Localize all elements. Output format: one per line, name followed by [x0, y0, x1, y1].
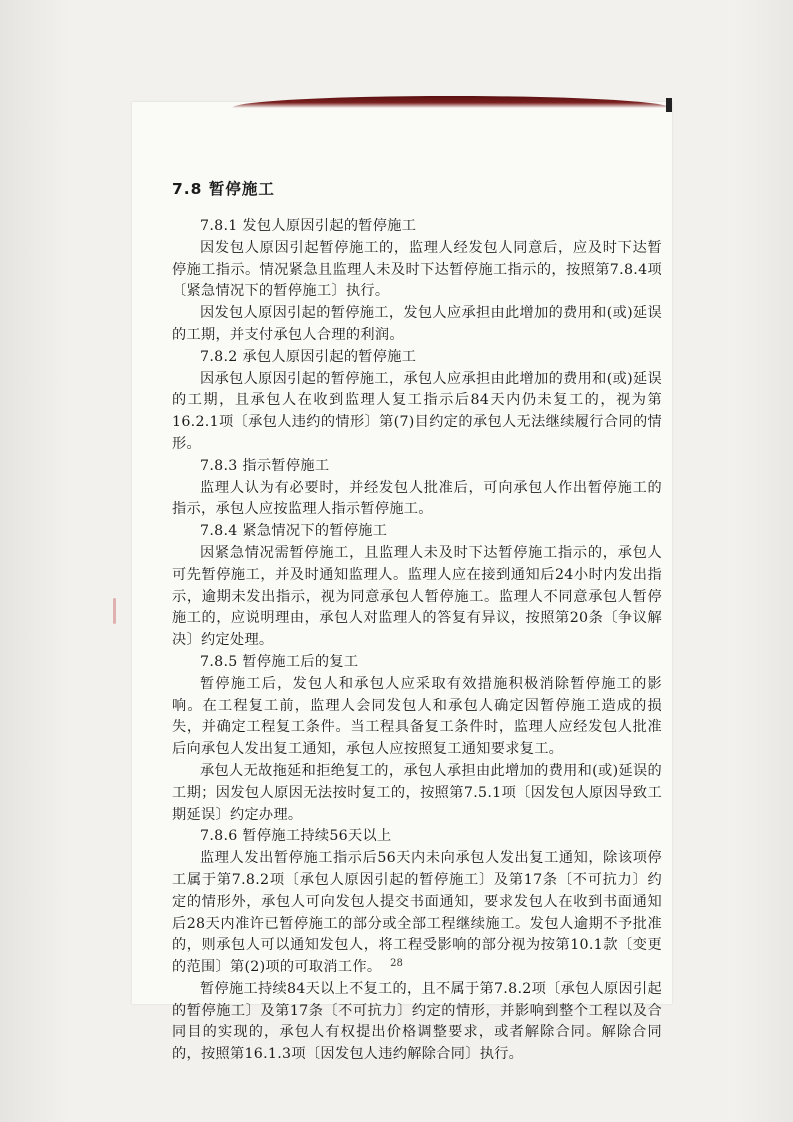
paragraph: 因发包人原因引起暂停施工的，监理人经发包人同意后，应及时下达暂停施工指示。情况紧急且监理人未及时下达暂停施工指示的，按照第7.8.4项〔紧急情况下的暂停施工〕执行。: [172, 239, 662, 300]
corner-mark: [666, 98, 672, 112]
scan-shadow-left: [0, 0, 70, 1122]
paragraph: 监理人认为有必要时，并经发包人批准后，可向承包人作出暂停施工的指示，承包人应按监理人指示暂停施工。: [172, 479, 662, 518]
paragraph: 监理人发出暂停施工指示后56天内未向承包人发出复工通知，除该项停工属于第7.8.2项〔承包人原因引起的暂停施工〕及第17条〔不可抗力〕约定的情形外，承包人可向发包人提交书面通知，要求发包人在收到书面通知后28天内准许已暂停施工的部分或全部工程继续施工。发包人逾期不予批准的，则承包人可以通知发包人，将工程受影响的部分视为按第10.1款〔变更的范围〕第(2)项的可取消工作。: [172, 850, 662, 976]
subsection-heading: 7.8.3 指示暂停施工: [200, 457, 330, 474]
paragraph: 因承包人原因引起的暂停施工，承包人应承担由此增加的费用和(或)延误的工期，且承包人在收到监理人复工指示后84天内仍未复工的，视为第16.2.1项〔承包人违约的情形〕第(7)目约定的承包人无法继续履行合同的情形。: [172, 370, 662, 452]
margin-mark: [113, 598, 116, 624]
binding-edge: [232, 96, 670, 108]
subsection-heading: 7.8.5 暂停施工后的复工: [200, 653, 359, 670]
paragraph: 暂停施工持续84天以上不复工的，且不属于第7.8.2项〔承包人原因引起的暂停施工〕及第17条〔不可抗力〕约定的情形，并影响到整个工程以及合同目的实现的，承包人有权提出价格调整要求，或者解除合同。解除合同的，按照第16.1.3项〔因发包人违约解除合同〕执行。: [172, 980, 662, 1063]
paragraph: 因紧急情况需暂停施工，且监理人未及时下达暂停施工指示的，承包人可先暂停施工，并及时通知监理人。监理人应在接到通知后24小时内发出指示，逾期未发出指示，视为同意承包人暂停施工。监理人不同意承包人暂停施工的，应说明理由，承包人对监理人的答复有异议，按照第20条〔争议解决〕约定处理。: [172, 544, 662, 649]
page-number: 28: [390, 958, 403, 969]
document-body: [172, 178, 662, 1066]
scan-shadow-right: [733, 0, 793, 1122]
paragraph: 暂停施工后，发包人和承包人应采取有效措施积极消除暂停施工的影响。在工程复工前，监理人会同发包人和承包人确定因暂停施工造成的损失，并确定工程复工条件。当工程具备复工条件时，监理人应经发包人批准后向承包人发出复工通知，承包人应按照复工通知要求复工。: [172, 675, 662, 758]
subsection-heading: 7.8.1 发包人原因引起的暂停施工: [200, 218, 417, 234]
subsection-heading: 7.8.6 暂停施工持续56天以上: [200, 828, 392, 845]
section-title: 7.8 暂停施工: [172, 180, 275, 198]
subsection-heading: 7.8.4 紧急情况下的暂停施工: [200, 523, 388, 540]
subsection-heading: 7.8.2 承包人原因引起的暂停施工: [200, 348, 417, 365]
paragraph: 承包人无故拖延和拒绝复工的，承包人承担由此增加的费用和(或)延误的工期；因发包人原因无法按时复工的，按照第7.5.1项〔因发包人原因导致工期延误〕约定办理。: [172, 762, 662, 823]
paragraph: 因发包人原因引起的暂停施工，发包人应承担由此增加的费用和(或)延误的工期，并支付承包人合理的利润。: [172, 305, 662, 343]
